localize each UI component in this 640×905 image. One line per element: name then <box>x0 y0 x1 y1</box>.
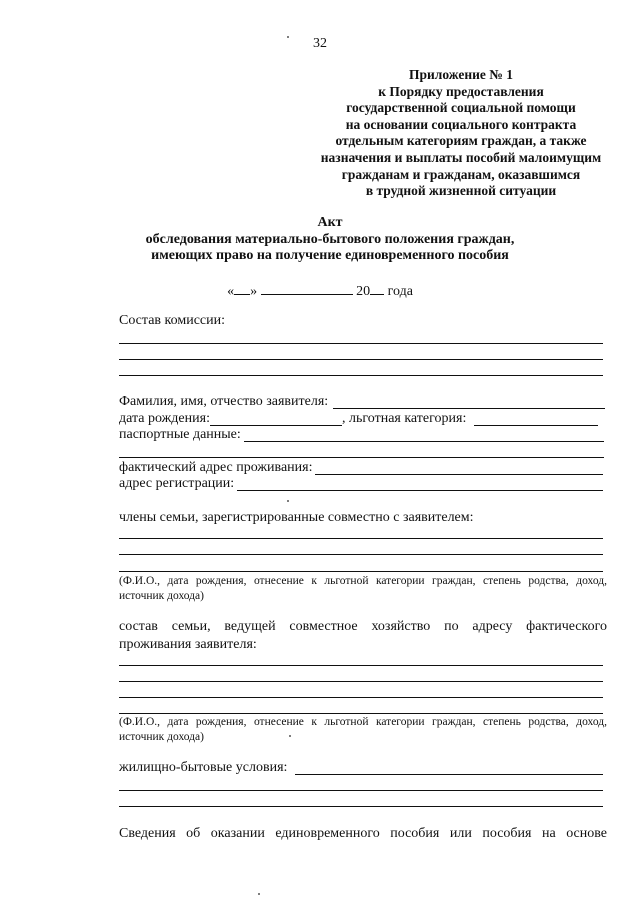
registration-address-field[interactable] <box>237 490 603 491</box>
family-registered-label: члены семьи, зарегистрированные совместно с заявителем: <box>119 510 474 525</box>
birth-date-field[interactable] <box>210 425 342 426</box>
registration-address-label: адрес регистрации: <box>119 476 235 491</box>
appendix-line-2: к Порядку предоставления <box>378 83 544 99</box>
benefit-category-label: , льготная категория: <box>342 411 467 426</box>
date-line <box>0 280 640 300</box>
family-registered-field-line-3[interactable] <box>119 571 603 572</box>
appendix-line-8: в трудной жизненной ситуации <box>365 183 557 199</box>
date-year-prefix: 20 <box>356 284 371 299</box>
act-subtitle-line-1: обследования материально-бытового положения граждан, <box>145 231 515 247</box>
passport-label: паспортные данные: <box>119 427 241 442</box>
family-registered-field-line-2[interactable] <box>119 554 603 555</box>
date-year-field[interactable] <box>370 280 384 295</box>
appendix-line-3: государственной социальной помощи <box>346 100 576 116</box>
benefit-info-label: Сведения об оказании единовременного пособия или пособия на основе <box>119 826 607 841</box>
living-conditions-field-line-1[interactable] <box>295 774 603 775</box>
scan-dot <box>289 735 291 737</box>
household-field-line-2[interactable] <box>119 681 603 682</box>
appendix-line-1: Приложение № 1 <box>409 67 513 82</box>
act-title-block <box>110 215 550 265</box>
living-conditions-field-line-3[interactable] <box>119 806 603 807</box>
act-subtitle-line-2: имеющих право на получение единовременного пособия <box>151 248 509 263</box>
date-month-field[interactable] <box>261 280 353 295</box>
passport-field-line-1[interactable] <box>244 441 604 442</box>
living-conditions-label: жилищно-бытовые условия: <box>119 760 288 775</box>
commission-field-line-2[interactable] <box>119 359 603 360</box>
birth-date-label: дата рождения: <box>119 411 210 426</box>
page-number: 32 <box>313 36 327 51</box>
applicant-name-field[interactable] <box>333 408 605 409</box>
commission-field-line-1[interactable] <box>119 343 603 344</box>
date-suffix: года <box>387 284 413 299</box>
appendix-line-5: отдельным категориям граждан, а также <box>335 133 587 149</box>
applicant-name-label: Фамилия, имя, отчество заявителя: <box>119 394 329 409</box>
appendix-line-4: на основании социального контракта <box>345 116 577 132</box>
household-field-line-1[interactable] <box>119 665 603 666</box>
actual-address-label: фактический адрес проживания: <box>119 460 313 475</box>
passport-field-line-2[interactable] <box>119 457 604 458</box>
act-title: Акт <box>317 215 343 230</box>
scan-dot <box>287 500 289 502</box>
household-label: состав семьи, ведущей совместное хозяйство по адресу фактического проживания заявителя: <box>119 619 607 652</box>
household-field-line-3[interactable] <box>119 697 603 698</box>
appendix-line-7: гражданам и гражданам, оказавшимся <box>341 166 581 182</box>
family-registered-hint: (Ф.И.О., дата рождения, отнесение к льготной категории граждан, степень родства, доход, источник дохода) <box>119 575 607 602</box>
benefit-category-field[interactable] <box>474 425 598 426</box>
date-close-quote: » <box>250 284 258 299</box>
commission-label: Состав комиссии: <box>119 313 225 328</box>
appendix-line-6: назначения и выплаты пособий малоимущим <box>320 149 602 165</box>
family-registered-field-line-1[interactable] <box>119 538 603 539</box>
appendix-header <box>300 67 622 200</box>
living-conditions-field-line-2[interactable] <box>119 790 603 791</box>
date-day-field[interactable] <box>234 280 250 295</box>
scan-dot <box>258 893 260 895</box>
scan-dot <box>287 36 289 38</box>
household-field-line-4[interactable] <box>119 713 603 714</box>
household-hint: (Ф.И.О., дата рождения, отнесение к льготной категории граждан, степень родства, доход, источник дохода) <box>119 716 607 743</box>
actual-address-field[interactable] <box>315 474 603 475</box>
commission-field-line-3[interactable] <box>119 375 603 376</box>
date-open-quote: « <box>227 284 235 299</box>
